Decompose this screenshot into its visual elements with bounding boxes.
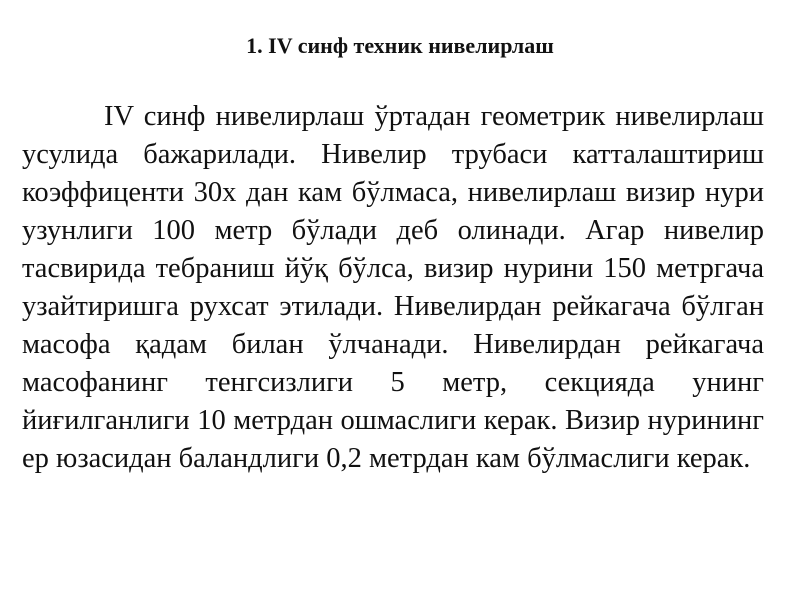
section-title: 1. IV синф техник нивелирлаш [246, 33, 554, 58]
body-paragraph: IV синф нивелирлаш ўртадан геометрик нивелирлаш усулида бажарилади. Нивелир трубаси катталаштириш коэффиценти 30х дан кам бўлмаса, нивелирлаш визир нури узунлиги 100 метр бўлади деб олинади. Агар нивелир тасвирида тебраниш йўқ бўлса, визир нурини 150 метргача узайтиришга рухсат этилади. Нивелирдан рейкагача бўлган масофа қадам билан ўлчанади. Нивелирдан рейкагача масофанинг тенгсизлиги 5 метр, секцияда унинг йиғилганлиги 10 метрдан ошмаслиги керак. Визир нурининг ер юзасидан баландлиги 0,2 метрдан кам бўлмаслиги керак. [22, 101, 764, 474]
